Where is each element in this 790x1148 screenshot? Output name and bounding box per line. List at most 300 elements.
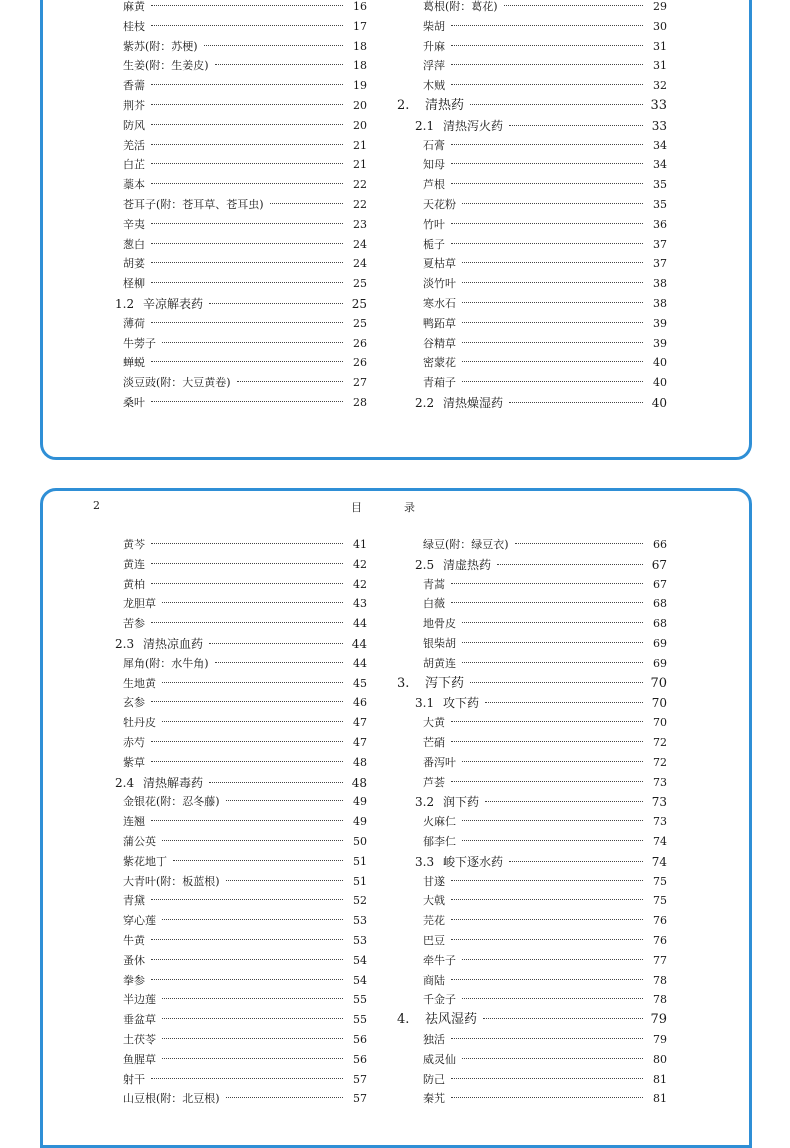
toc-entry: [397, 873, 667, 891]
toc-page-number: 69: [653, 656, 667, 670]
dot-leader: [162, 1057, 343, 1059]
toc-entry-label: 商陆: [423, 973, 445, 987]
toc-entry-label: 香薷: [123, 79, 145, 93]
toc-entry-label: 木贼: [423, 79, 445, 93]
toc-entry: [97, 694, 367, 712]
toc-section-number: 4.: [397, 1012, 410, 1028]
toc-page-number: 37: [653, 257, 667, 271]
toc-entry-label: 夏枯草: [423, 257, 456, 271]
toc-section-number: 2.3: [115, 637, 135, 651]
toc-page-number: 74: [653, 835, 667, 848]
toc-page-number: 22: [353, 198, 367, 211]
toc-page-number: 30: [653, 19, 667, 33]
toc-page-number: 42: [353, 557, 367, 571]
toc-entry: [97, 1090, 367, 1108]
toc-entry-label: 峻下逐水药: [443, 854, 504, 869]
toc-entry: [97, 216, 367, 234]
toc-entry: [97, 991, 367, 1009]
toc-section-number: 2.1: [415, 118, 435, 133]
toc-entry-label: 羌活: [123, 138, 145, 152]
toc-subsection-heading: [397, 694, 667, 712]
dot-leader: [209, 781, 343, 783]
toc-entry: [97, 315, 367, 333]
toc-page-number: 16: [353, 0, 367, 13]
toc-page-number: 77: [653, 953, 667, 967]
toc-entry-label: 牡丹皮: [123, 716, 156, 730]
toc-page-number: 47: [353, 736, 367, 749]
toc-entry-label: 辛凉解表药: [143, 297, 204, 311]
toc-page-number: 18: [353, 39, 367, 53]
toc-entry-label: 白芷: [123, 158, 145, 172]
dot-leader: [470, 681, 643, 683]
dot-leader: [451, 222, 643, 224]
toc-entry-label: 麻黄: [123, 0, 145, 13]
toc-entry-label: 柽柳: [123, 277, 145, 291]
toc-entry-label: 玄参: [123, 696, 145, 710]
dot-leader: [151, 562, 343, 564]
dot-leader: [451, 582, 643, 584]
toc-entry: [97, 255, 367, 273]
dot-leader: [151, 24, 343, 26]
toc-entry-label: 青黛: [123, 894, 145, 908]
toc-page-number: 51: [353, 874, 367, 888]
toc-entry: [97, 655, 367, 673]
toc-entry-label: 半边莲: [123, 993, 156, 1007]
toc-page-number: 24: [353, 237, 367, 251]
toc-entry-label: 葛根(附：葛花): [423, 0, 498, 13]
toc-entry-label: 甘遂: [423, 874, 445, 888]
toc-entry-label: 牛蒡子: [123, 336, 156, 350]
toc-page-number: 69: [653, 637, 667, 650]
toc-entry: [97, 335, 367, 353]
toc-page-number: 45: [353, 676, 367, 690]
toc-entry-label: 清热燥湿药: [443, 396, 504, 410]
toc-entry-label: 清热凉血药: [143, 637, 204, 651]
toc-entry: [397, 0, 667, 16]
toc-page-number: 37: [653, 237, 667, 251]
dot-leader: [462, 360, 643, 362]
toc-page-number: 44: [353, 617, 367, 631]
dot-leader: [462, 261, 643, 263]
toc-page-number: 54: [353, 973, 367, 987]
page-number: 2: [93, 499, 100, 512]
toc-entry-label: 淡豆豉(附：大豆黄卷): [123, 376, 231, 390]
toc-page-number: 40: [651, 396, 667, 410]
toc-entry-label: 石膏: [423, 138, 445, 152]
dot-leader: [151, 360, 343, 362]
toc-entry-label: 芒硝: [423, 736, 445, 749]
dot-leader: [451, 162, 643, 164]
toc-entry: [97, 714, 367, 732]
toc-entry: [97, 556, 367, 574]
toc-entry-label: 芦荟: [423, 775, 445, 789]
toc-entry-label: 巴豆: [423, 934, 445, 947]
page-header-title: 目录: [351, 501, 457, 514]
dot-leader: [462, 958, 643, 960]
toc-entry: [97, 536, 367, 554]
toc-page-number: 56: [353, 1033, 367, 1046]
toc-entry: [97, 117, 367, 135]
toc-entry: [97, 97, 367, 115]
dot-leader: [470, 103, 643, 105]
toc-subsection-heading: [397, 853, 667, 871]
toc-entry: [397, 536, 667, 554]
dot-leader: [151, 1077, 343, 1079]
toc-entry-label: 连翘: [123, 815, 145, 829]
toc-entry: [97, 595, 367, 613]
toc-page-number: 55: [353, 993, 367, 1007]
toc-page-number: 46: [353, 696, 367, 710]
dot-leader: [151, 4, 343, 6]
toc-panel-bottom: [40, 488, 752, 1148]
dot-leader: [151, 898, 343, 900]
toc-entry-label: 紫苏(附：苏梗): [123, 39, 198, 53]
toc-entry-label: 芫花: [423, 914, 445, 928]
toc-entry: [397, 1071, 667, 1089]
toc-page-number: 79: [650, 1012, 667, 1028]
toc-entry: [97, 952, 367, 970]
toc-entry: [97, 1051, 367, 1069]
toc-entry: [397, 972, 667, 990]
toc-entry-label: 防己: [423, 1072, 445, 1086]
toc-entry-label: 辛夷: [123, 217, 145, 231]
toc-page-number: 43: [353, 597, 367, 611]
toc-entry-label: 龙胆草: [123, 597, 156, 611]
dot-leader: [504, 4, 643, 6]
dot-leader: [209, 302, 343, 304]
dot-leader: [451, 44, 643, 46]
dot-leader: [509, 124, 643, 126]
dot-leader: [462, 641, 643, 643]
dot-leader: [209, 642, 343, 644]
toc-page-number: 70: [650, 675, 667, 691]
dot-leader: [151, 958, 343, 960]
toc-page-number: 67: [651, 557, 667, 572]
toc-entry-label: 牛黄: [123, 934, 145, 947]
toc-entry: [397, 255, 667, 273]
toc-page-number: 23: [353, 217, 367, 231]
toc-page-number: 33: [651, 118, 667, 133]
toc-page-number: 35: [653, 198, 667, 211]
dot-leader: [162, 681, 343, 683]
toc-page-number: 75: [653, 894, 667, 908]
toc-entry: [397, 615, 667, 633]
dot-leader: [162, 839, 343, 841]
dot-leader: [462, 819, 643, 821]
toc-page-number: 39: [653, 316, 667, 330]
dot-leader: [151, 978, 343, 980]
dot-leader: [485, 800, 643, 802]
dot-leader: [462, 202, 643, 204]
toc-entry-label: 泻下药: [425, 675, 465, 691]
dot-leader: [462, 661, 643, 663]
toc-entry-label: 寒水石: [423, 297, 456, 310]
toc-page-number: 67: [653, 577, 667, 591]
toc-page-number: 57: [353, 1092, 367, 1106]
toc-entry: [97, 57, 367, 75]
toc-entry: [97, 892, 367, 910]
toc-section-number: 3.1: [415, 696, 435, 711]
dot-leader: [151, 760, 343, 762]
toc-page-number: 55: [353, 1013, 367, 1027]
toc-entry: [397, 655, 667, 673]
toc-entry-label: 蚤休: [123, 953, 145, 967]
toc-subsection-heading: [97, 295, 367, 313]
toc-entry: [97, 873, 367, 891]
toc-entry-label: 地骨皮: [423, 617, 456, 631]
dot-leader: [270, 202, 343, 204]
toc-entry-label: 秦艽: [423, 1092, 445, 1106]
dot-leader: [451, 1077, 643, 1079]
dot-leader: [151, 103, 343, 105]
dot-leader: [151, 281, 343, 283]
toc-entry: [97, 18, 367, 36]
toc-page-number: 73: [651, 795, 667, 810]
toc-page-number: 24: [353, 257, 367, 271]
dot-leader: [451, 601, 643, 603]
toc-entry: [397, 275, 667, 293]
toc-entry: [397, 595, 667, 613]
dot-leader: [451, 740, 643, 742]
toc-entry-label: 天花粉: [423, 198, 456, 211]
toc-entry: [397, 1051, 667, 1069]
dot-leader: [151, 123, 343, 125]
toc-entry-label: 紫草: [123, 755, 145, 769]
toc-entry: [397, 714, 667, 732]
toc-page-number: 18: [353, 59, 367, 73]
toc-entry: [97, 354, 367, 372]
dot-leader: [151, 819, 343, 821]
toc-entry: [97, 156, 367, 174]
toc-entry-label: 大黄: [423, 716, 445, 730]
toc-entry: [97, 176, 367, 194]
toc-page-number: 44: [351, 637, 367, 651]
dot-leader: [462, 321, 643, 323]
dot-leader: [151, 740, 343, 742]
toc-page-number: 80: [653, 1052, 667, 1066]
dot-leader: [462, 281, 643, 283]
toc-entry-label: 竹叶: [423, 217, 445, 231]
dot-leader: [162, 1037, 343, 1039]
toc-entry: [97, 1031, 367, 1049]
toc-entry: [397, 932, 667, 950]
toc-page-number: 48: [351, 775, 367, 790]
toc-entry: [397, 991, 667, 1009]
toc-entry-label: 穿心莲: [123, 914, 156, 928]
toc-subsection-heading: [397, 394, 667, 412]
dot-leader: [497, 563, 643, 565]
toc-page-number: 21: [353, 138, 367, 152]
toc-entry-label: 大戟: [423, 894, 445, 908]
toc-entry-label: 生姜(附：生姜皮): [123, 59, 209, 73]
toc-entry-label: 千金子: [423, 993, 456, 1007]
toc-page-number: 20: [353, 99, 367, 112]
toc-section-number: 2.: [397, 98, 410, 113]
toc-page-number: 34: [653, 138, 667, 152]
toc-entry-label: 淡竹叶: [423, 277, 456, 291]
toc-entry-label: 芦根: [423, 178, 445, 192]
toc-entry-label: 大青叶(附：板蓝根): [123, 874, 220, 888]
dot-leader: [509, 860, 643, 862]
toc-entry-label: 葱白: [123, 237, 145, 251]
toc-page-number: 40: [653, 356, 667, 370]
toc-page-number: 68: [653, 597, 667, 611]
dot-leader: [151, 143, 343, 145]
toc-entry-label: 藁本: [123, 178, 145, 192]
toc-entry-label: 谷精草: [423, 336, 456, 350]
toc-page-number: 49: [353, 795, 367, 809]
toc-page-number: 50: [353, 835, 367, 848]
toc-subsection-heading: [397, 117, 667, 135]
toc-entry-label: 攻下药: [443, 696, 480, 711]
toc-entry: [97, 394, 367, 412]
dot-leader: [215, 63, 343, 65]
toc-entry: [97, 275, 367, 293]
toc-entry-label: 苦参: [123, 617, 145, 631]
dot-leader: [162, 1017, 343, 1019]
dot-leader: [451, 143, 643, 145]
dot-leader: [151, 400, 343, 402]
toc-entry-label: 黄柏: [123, 577, 145, 591]
toc-page-number: 68: [653, 617, 667, 631]
toc-page-number: 44: [353, 656, 367, 670]
toc-entry-label: 知母: [423, 158, 445, 172]
toc-entry-label: 防风: [123, 118, 145, 132]
dot-leader: [151, 162, 343, 164]
toc-page-number: 32: [653, 79, 667, 93]
dot-leader: [162, 918, 343, 920]
toc-entry-label: 生地黄: [123, 676, 156, 690]
toc-entry-label: 拳参: [123, 973, 145, 987]
toc-entry: [97, 615, 367, 633]
toc-section-heading: [397, 97, 667, 115]
dot-leader: [451, 879, 643, 881]
toc-entry: [397, 1090, 667, 1108]
dot-leader: [237, 380, 343, 382]
toc-page-number: 28: [353, 396, 367, 409]
dot-leader: [151, 700, 343, 702]
toc-entry: [97, 793, 367, 811]
toc-page-number: 21: [353, 158, 367, 172]
dot-leader: [462, 301, 643, 303]
dot-leader: [462, 1057, 643, 1059]
toc-entry: [397, 335, 667, 353]
toc-page-number: 31: [653, 59, 667, 73]
dot-leader: [151, 621, 343, 623]
toc-entry-label: 银柴胡: [423, 637, 456, 650]
toc-entry: [97, 374, 367, 392]
toc-entry: [97, 813, 367, 831]
dot-leader: [451, 938, 643, 940]
toc-section-heading: [397, 1011, 667, 1029]
toc-entry: [397, 77, 667, 95]
toc-entry: [97, 833, 367, 851]
toc-entry: [97, 1011, 367, 1029]
toc-entry-label: 薄荷: [123, 316, 145, 330]
dot-leader: [462, 997, 643, 999]
toc-page-number: 35: [653, 178, 667, 192]
toc-page-number: 79: [653, 1033, 667, 1046]
dot-leader: [162, 601, 343, 603]
toc-page-number: 19: [353, 79, 367, 93]
toc-entry: [97, 0, 367, 16]
toc-page-number: 39: [653, 336, 667, 350]
dot-leader: [451, 918, 643, 920]
toc-page-number: 72: [653, 755, 667, 769]
toc-entry-label: 山豆根(附：北豆根): [123, 1092, 220, 1106]
toc-entry-label: 番泻叶: [423, 755, 456, 769]
toc-page-number: 41: [353, 538, 367, 551]
toc-entry: [97, 576, 367, 594]
toc-entry-label: 胡荽: [123, 257, 145, 271]
toc-entry: [397, 57, 667, 75]
toc-entry: [397, 176, 667, 194]
toc-entry-label: 祛风湿药: [425, 1012, 478, 1028]
toc-page-number: 17: [353, 19, 367, 33]
toc-page-number: 36: [653, 217, 667, 231]
toc-page-number: 73: [653, 775, 667, 789]
toc-entry: [397, 833, 667, 851]
toc-entry-label: 郁李仁: [423, 835, 456, 848]
toc-entry-label: 土茯苓: [123, 1033, 156, 1046]
toc-entry-label: 射干: [123, 1072, 145, 1086]
dot-leader: [462, 839, 643, 841]
toc-entry: [97, 754, 367, 772]
toc-section-number: 1.2: [115, 297, 135, 311]
dot-leader: [483, 1017, 643, 1019]
toc-entry-label: 密蒙花: [423, 356, 456, 370]
dot-leader: [151, 182, 343, 184]
toc-page-number: 72: [653, 736, 667, 749]
toc-entry: [97, 38, 367, 56]
toc-entry-label: 牵牛子: [423, 953, 456, 967]
page-header: [43, 499, 749, 515]
dot-leader: [451, 1096, 643, 1098]
toc-page-number: 53: [353, 934, 367, 947]
dot-leader: [151, 582, 343, 584]
toc-entry-label: 清热药: [425, 98, 465, 113]
toc-page-number: 38: [653, 297, 667, 310]
dot-leader: [451, 24, 643, 26]
toc-page-number: 70: [653, 716, 667, 730]
toc-entry: [97, 972, 367, 990]
dot-leader: [451, 83, 643, 85]
dot-leader: [462, 341, 643, 343]
toc-entry: [397, 315, 667, 333]
toc-entry-label: 苍耳子(附：苍耳草、苍耳虫): [123, 198, 264, 211]
toc-entry: [97, 932, 367, 950]
toc-section-number: 2.2: [415, 396, 435, 410]
toc-entry: [97, 734, 367, 752]
toc-entry: [397, 892, 667, 910]
toc-entry-label: 荆芥: [123, 99, 145, 112]
toc-page-number: 31: [653, 39, 667, 53]
toc-page-number: 73: [653, 815, 667, 829]
dot-leader: [515, 542, 643, 544]
toc-page-number: 51: [353, 854, 367, 868]
toc-entry-label: 清热泻火药: [443, 118, 504, 133]
toc-page-number: 74: [651, 854, 667, 869]
toc-entry: [397, 38, 667, 56]
dot-leader: [451, 1037, 643, 1039]
toc-entry-label: 桂枝: [123, 19, 145, 33]
toc-section-number: 3.2: [415, 795, 435, 810]
toc-entry-label: 清热解毒药: [143, 775, 204, 790]
dot-leader: [509, 401, 643, 403]
toc-entry: [397, 236, 667, 254]
toc-entry-label: 黄连: [123, 557, 145, 571]
toc-entry-label: 白薇: [423, 597, 445, 611]
